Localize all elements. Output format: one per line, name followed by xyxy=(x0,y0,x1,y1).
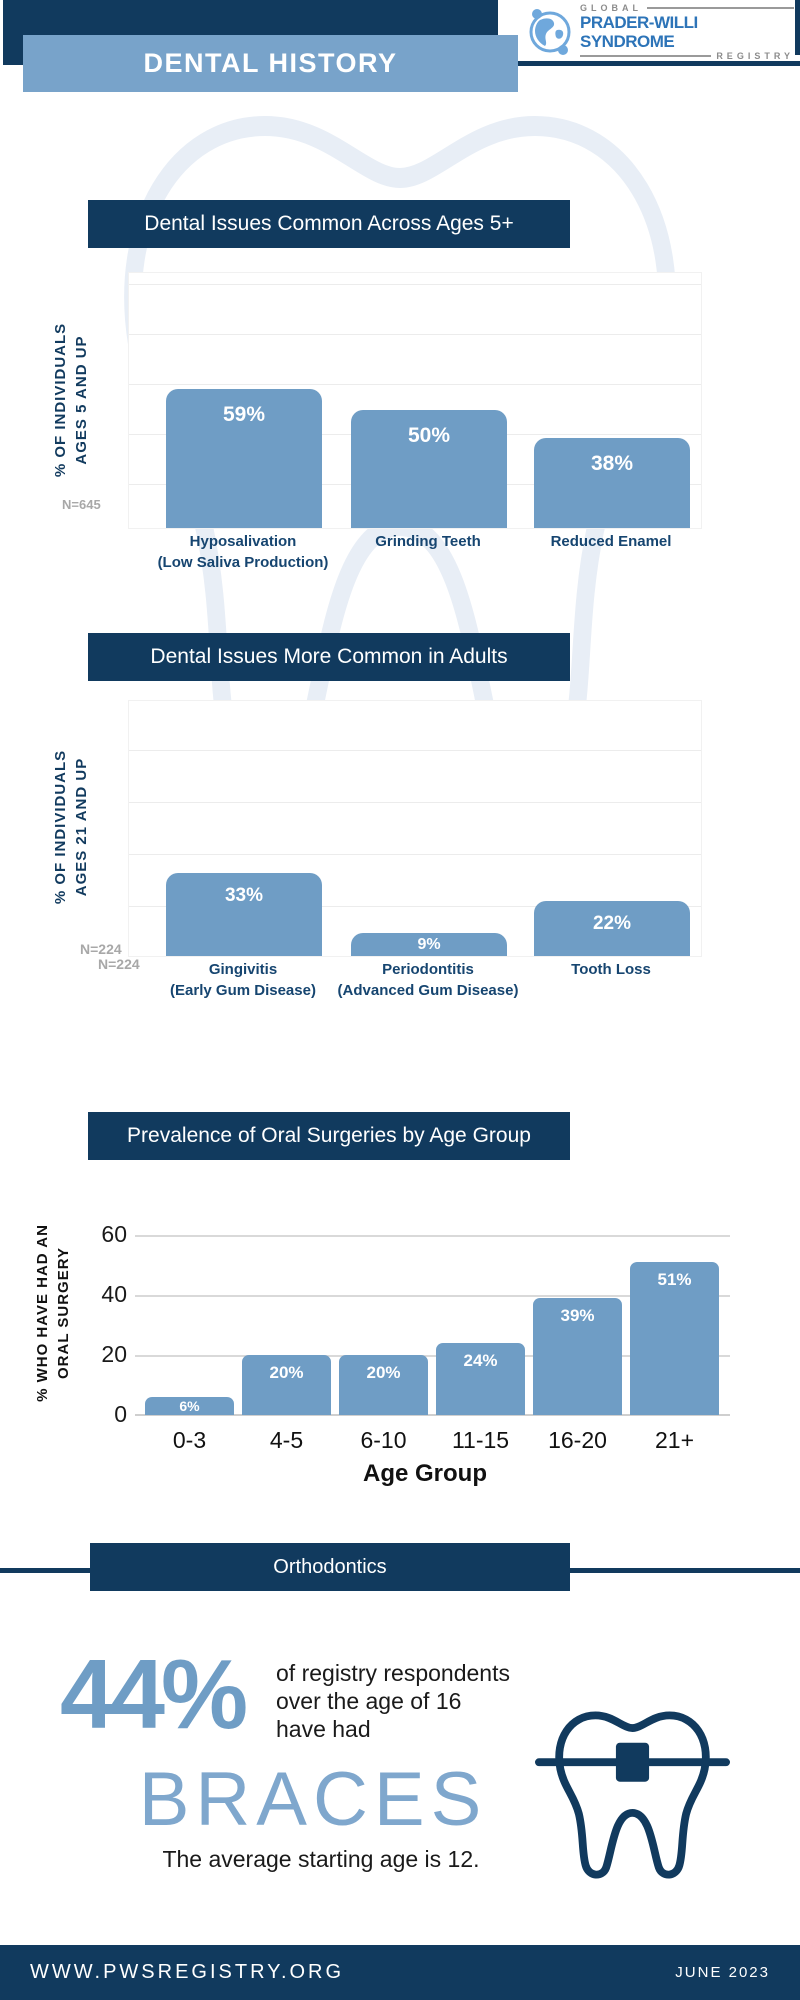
bar-value-label: 6% xyxy=(179,1398,200,1414)
braces-note: The average starting age is 12. xyxy=(162,1846,480,1872)
chart3-y-axis-label: % WHO HAVE HAD AN ORAL SURGERY xyxy=(34,1224,72,1402)
category-label: 0-3 xyxy=(172,1427,207,1453)
chart3-title: Prevalence of Oral Surgeries by Age Group xyxy=(88,1112,570,1160)
bar-6-10 xyxy=(339,1355,428,1415)
bar-value-label: 39% xyxy=(560,1306,595,1325)
logo-registry-label: REGISTRY xyxy=(716,51,794,61)
bar-value-label: 33% xyxy=(224,885,264,906)
logo-global-label: GLOBAL xyxy=(580,3,642,13)
header-navy-corner xyxy=(795,0,800,55)
bar-value-label: 20% xyxy=(269,1363,304,1382)
footer-bar xyxy=(0,1945,800,2000)
y-tick-label: 0 xyxy=(114,1401,127,1427)
gridline xyxy=(129,284,701,285)
bar-Hyposalivation (Low Saliva Production) xyxy=(166,389,322,528)
category-label: 4-5 xyxy=(269,1427,304,1453)
gridline xyxy=(129,750,701,751)
category-label: Grinding Teeth xyxy=(375,533,481,550)
y-tick-label: 40 xyxy=(101,1281,127,1307)
category-label: 16-20 xyxy=(548,1427,607,1453)
logo-text xyxy=(580,3,794,61)
category-label: Hyposalivation xyxy=(189,533,297,550)
chart1-title: Dental Issues Common Across Ages 5+ xyxy=(88,200,570,248)
page-title: DENTAL HISTORY xyxy=(23,35,518,92)
category-label: (Low Saliva Production) xyxy=(157,554,329,571)
bar-value-label: 50% xyxy=(407,424,451,447)
y-tick-label: 20 xyxy=(101,1341,127,1367)
gridline xyxy=(135,1235,730,1237)
braces-caption: of registry respondents over the age of 16 have had xyxy=(276,1660,510,1742)
bar-4-5 xyxy=(242,1355,331,1415)
chart3-x-axis-label: Age Group xyxy=(363,1460,487,1487)
bar-16-20 xyxy=(533,1298,622,1415)
bar-Reduced Enamel xyxy=(534,438,690,528)
category-label: (Early Gum Disease) xyxy=(170,982,316,999)
category-label: 6-10 xyxy=(360,1427,407,1453)
n-count-label: N=224 xyxy=(98,956,140,972)
bar-Grinding Teeth xyxy=(351,410,507,528)
braces-tooth-icon xyxy=(530,1692,735,1887)
bar-21+ xyxy=(630,1262,719,1415)
bar-value-label: 38% xyxy=(590,452,634,475)
bar-value-label: 9% xyxy=(417,936,441,953)
globe-icon xyxy=(526,8,574,56)
n-count-label: N=645 xyxy=(62,497,101,512)
chart1-plot xyxy=(128,272,702,529)
category-label: 11-15 xyxy=(451,1427,510,1453)
gridline xyxy=(129,854,701,855)
header-rule xyxy=(518,61,800,66)
logo-rule-bottom xyxy=(580,55,711,57)
category-label: Gingivitis xyxy=(208,961,278,978)
bar-Tooth Loss xyxy=(534,901,690,956)
category-label: (Advanced Gum Disease) xyxy=(337,982,519,999)
bar-value-label: 24% xyxy=(463,1351,498,1370)
logo-name: PRADER-WILLI SYNDROME xyxy=(580,13,698,51)
gridline xyxy=(129,802,701,803)
chart2-plot xyxy=(128,700,702,957)
bar-11-15 xyxy=(436,1343,525,1415)
footer-url: WWW.PWSREGISTRY.ORG xyxy=(30,1961,345,1983)
registry-logo xyxy=(526,3,794,61)
category-label: Periodontitis xyxy=(382,961,474,978)
chart3-plot xyxy=(135,1215,730,1415)
bar-Gingivitis (Early Gum Disease) xyxy=(166,873,322,956)
chart1-y-axis-label: % OF INDIVIDUALS AGES 5 AND UP xyxy=(52,322,90,478)
braces-keyword: BRACES xyxy=(138,1757,488,1842)
bar-value-label: 22% xyxy=(592,913,632,934)
bar-value-label: 20% xyxy=(366,1363,401,1382)
footer-date: JUNE 2023 xyxy=(675,1964,770,1981)
chart2-y-axis-label: % OF INDIVIDUALS AGES 21 AND UP xyxy=(52,749,90,905)
gridline xyxy=(129,384,701,385)
logo-rule-top xyxy=(647,7,794,9)
bar-0-3 xyxy=(145,1397,234,1415)
bar-Periodontitis (Advanced Gum Disease) xyxy=(351,933,507,956)
orthodontics-title: Orthodontics xyxy=(90,1543,570,1591)
category-label: Reduced Enamel xyxy=(550,533,672,550)
y-tick-label: 60 xyxy=(101,1221,127,1247)
category-label: 21+ xyxy=(654,1427,694,1453)
braces-percentage: 44% xyxy=(60,1639,245,1749)
bar-value-label: 59% xyxy=(222,403,266,426)
bar-value-label: 51% xyxy=(657,1270,692,1289)
gridline xyxy=(129,334,701,335)
chart2-title: Dental Issues More Common in Adults xyxy=(88,633,570,681)
n-count-label: N=224 xyxy=(80,941,122,957)
category-label: Tooth Loss xyxy=(571,961,651,978)
